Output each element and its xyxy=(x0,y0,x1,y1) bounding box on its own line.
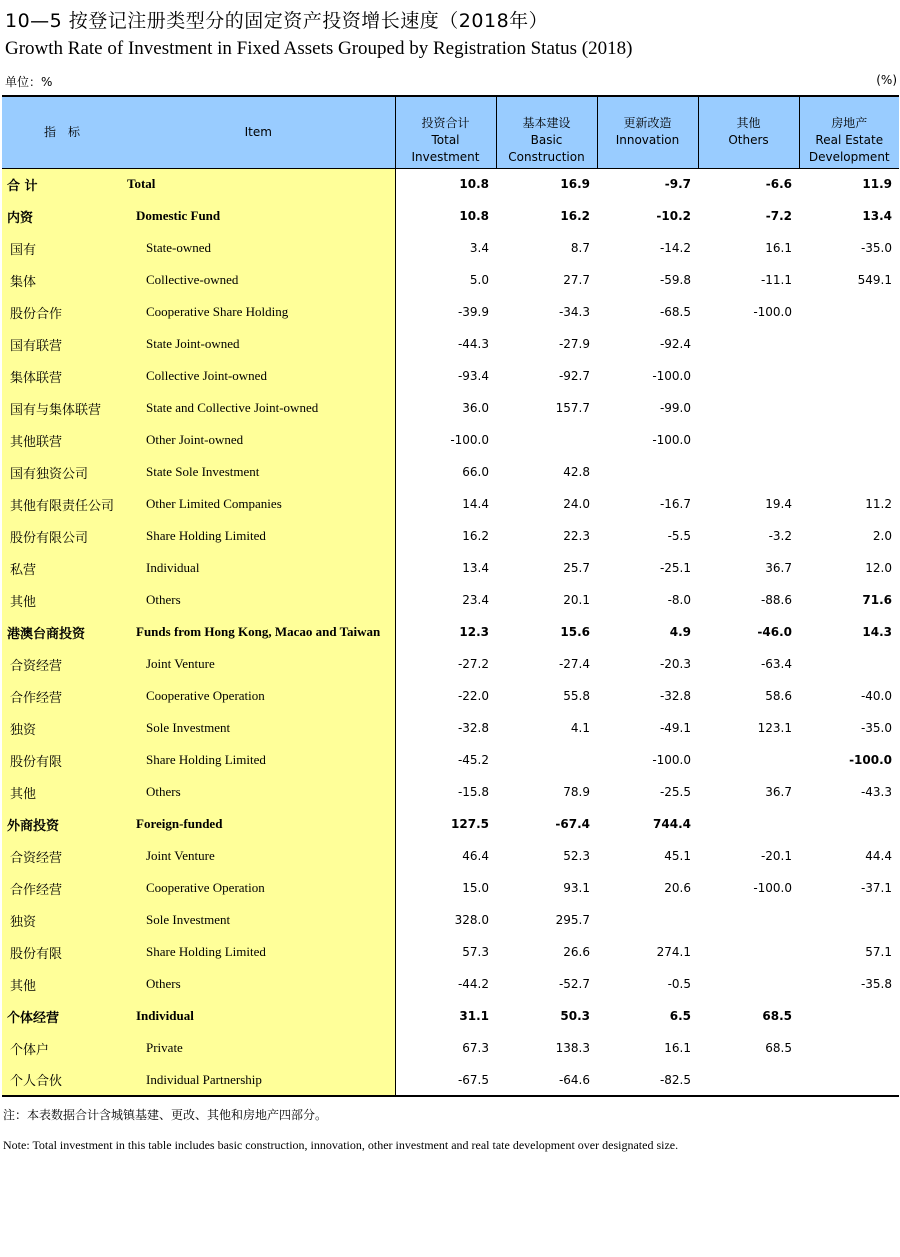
cell-total: -39.9 xyxy=(395,296,496,328)
cell-total: 15.0 xyxy=(395,872,496,904)
cell-re xyxy=(799,328,899,360)
cell-basic: 26.6 xyxy=(563,945,590,959)
cell-innov: -20.3 xyxy=(659,657,691,671)
row-label-cn: 合作经营 xyxy=(2,872,122,904)
cell-re xyxy=(799,360,899,392)
cell-other: -3.2 xyxy=(768,529,792,543)
table-row xyxy=(2,1000,899,1032)
cell-total: 12.3 xyxy=(395,616,496,648)
cell-basic: -92.7 xyxy=(558,369,590,383)
cell-re xyxy=(799,648,899,680)
cell-other: -100.0 xyxy=(753,305,792,319)
row-label-cn: 独资 xyxy=(2,712,122,744)
table-row xyxy=(2,424,899,456)
row-label-cn: 国有 xyxy=(2,232,122,264)
header-others-cn: 其他 xyxy=(736,115,761,130)
cell-basic: 55.8 xyxy=(563,689,590,703)
table-row xyxy=(2,680,899,712)
cell-basic: 138.3 xyxy=(555,1041,590,1055)
cell-re: 13.4 xyxy=(862,209,892,223)
cell-total: 46.4 xyxy=(395,840,496,872)
row-label-en: State Joint-owned xyxy=(122,328,395,360)
cell-basic: 27.7 xyxy=(563,273,590,287)
cell-other xyxy=(698,1064,799,1096)
row-label-cn: 股份有限 xyxy=(2,744,122,776)
row-label-cn: 其他联营 xyxy=(2,424,122,456)
cell-innov: -14.2 xyxy=(659,241,691,255)
cell-innov: -68.5 xyxy=(659,305,691,319)
table-row xyxy=(2,744,899,776)
cell-total: 13.4 xyxy=(395,552,496,584)
cell-basic: -27.9 xyxy=(558,337,590,351)
row-label-cn: 国有独资公司 xyxy=(2,456,122,488)
header-basic-construction xyxy=(496,96,597,168)
row-label-en: Private xyxy=(122,1032,395,1064)
cell-other: 16.1 xyxy=(765,241,792,255)
row-label-en: Sole Investment xyxy=(122,904,395,936)
cell-innov: -0.5 xyxy=(667,977,691,991)
cell-other xyxy=(698,424,799,456)
unit-label-right: (%) xyxy=(876,73,897,87)
cell-basic: -27.4 xyxy=(558,657,590,671)
row-label-en: Cooperative Operation xyxy=(122,872,395,904)
row-label-en: State-owned xyxy=(122,232,395,264)
cell-basic: -34.3 xyxy=(558,305,590,319)
cell-total: -93.4 xyxy=(395,360,496,392)
cell-basic: 50.3 xyxy=(560,1009,590,1023)
cell-total: -32.8 xyxy=(395,712,496,744)
row-label-cn: 集体 xyxy=(2,264,122,296)
table-row xyxy=(2,936,899,968)
cell-other xyxy=(698,360,799,392)
cell-re: -35.8 xyxy=(860,977,892,991)
cell-total: 3.4 xyxy=(395,232,496,264)
note-cn: 注：本表数据合计含城镇基建、更改、其他和房地产四部分。 xyxy=(3,1108,328,1122)
row-label-en: Others xyxy=(122,968,395,1000)
cell-innov: 4.9 xyxy=(669,625,691,639)
header-real-estate xyxy=(799,96,899,168)
cell-innov: -25.1 xyxy=(659,561,691,575)
cell-basic: 16.2 xyxy=(560,209,590,223)
row-label-cn: 其他 xyxy=(2,584,122,616)
header-item-en: Item xyxy=(122,96,395,168)
cell-re: -37.1 xyxy=(860,881,892,895)
note-en: Note: Total investment in this table includes basic construction, innovation, other investment and real tate development over designated size. xyxy=(3,1138,679,1152)
cell-innov: -99.0 xyxy=(659,401,691,415)
cell-other: -11.1 xyxy=(760,273,792,287)
row-label-cn: 内资 xyxy=(2,200,122,232)
row-label-cn: 合 计 xyxy=(2,168,122,200)
cell-other xyxy=(698,968,799,1000)
table-row xyxy=(2,232,899,264)
cell-innov: -25.5 xyxy=(659,785,691,799)
cell-basic: 22.3 xyxy=(563,529,590,543)
cell-other: -88.6 xyxy=(760,593,792,607)
row-label-en: Other Limited Companies xyxy=(122,488,395,520)
header-innov-en: Innovation xyxy=(615,132,680,147)
row-label-en: Joint Venture xyxy=(122,840,395,872)
cell-innov: -8.0 xyxy=(667,593,691,607)
cell-total: 5.0 xyxy=(395,264,496,296)
cell-total: -45.2 xyxy=(395,744,496,776)
unit-label-cn: 单位：% xyxy=(5,75,53,89)
header-basic-en2: Construction xyxy=(508,149,585,164)
cell-other: 36.7 xyxy=(765,785,792,799)
cell-innov: -92.4 xyxy=(659,337,691,351)
cell-other: 123.1 xyxy=(757,721,792,735)
cell-basic xyxy=(496,424,597,456)
cell-re xyxy=(799,1000,899,1032)
row-label-cn: 私营 xyxy=(2,552,122,584)
cell-innov: -9.7 xyxy=(597,168,698,200)
cell-other: -20.1 xyxy=(760,849,792,863)
cell-re: 14.3 xyxy=(862,625,892,639)
row-label-en: Foreign-funded xyxy=(122,808,395,840)
table-row xyxy=(2,840,899,872)
table-row xyxy=(2,456,899,488)
row-label-en: Cooperative Share Holding xyxy=(122,296,395,328)
cell-re xyxy=(799,904,899,936)
table-row xyxy=(2,296,899,328)
cell-total: -100.0 xyxy=(395,424,496,456)
cell-re: -35.0 xyxy=(860,241,892,255)
header-total-en1: Total xyxy=(431,132,460,147)
row-label-en: Individual Partnership xyxy=(122,1064,395,1096)
row-label-en: State and Collective Joint-owned xyxy=(122,392,395,424)
cell-total: 66.0 xyxy=(395,456,496,488)
row-label-en: Cooperative Operation xyxy=(122,680,395,712)
cell-other xyxy=(698,744,799,776)
investment-growth-table xyxy=(2,95,899,1097)
cell-other xyxy=(698,904,799,936)
cell-other xyxy=(698,808,799,840)
row-label-cn: 港澳台商投资 xyxy=(2,616,122,648)
cell-innov: 45.1 xyxy=(664,849,691,863)
cell-basic: 52.3 xyxy=(563,849,590,863)
cell-total: 328.0 xyxy=(395,904,496,936)
cell-basic: 42.8 xyxy=(563,465,590,479)
table-row xyxy=(2,360,899,392)
row-label-en: Share Holding Limited xyxy=(122,520,395,552)
cell-total: -67.5 xyxy=(395,1064,496,1096)
cell-other: -100.0 xyxy=(753,881,792,895)
cell-total: 23.4 xyxy=(395,584,496,616)
cell-innov: 6.5 xyxy=(669,1009,691,1023)
header-innov-cn: 更新改造 xyxy=(623,115,672,130)
cell-total: 16.2 xyxy=(395,520,496,552)
cell-other: -6.6 xyxy=(698,168,799,200)
cell-total: -44.3 xyxy=(395,328,496,360)
cell-basic: -67.4 xyxy=(555,817,590,831)
cell-innov: 16.1 xyxy=(664,1041,691,1055)
cell-total: 36.0 xyxy=(395,392,496,424)
table-row xyxy=(2,616,899,648)
cell-other xyxy=(698,392,799,424)
row-label-cn: 其他有限责任公司 xyxy=(2,488,122,520)
cell-re xyxy=(799,808,899,840)
row-label-en: Share Holding Limited xyxy=(122,744,395,776)
cell-other: 68.5 xyxy=(765,1041,792,1055)
cell-re: -43.3 xyxy=(860,785,892,799)
row-label-cn: 合作经营 xyxy=(2,680,122,712)
table-title-cn: 10—5 按登记注册类型分的固定资产投资增长速度（2018年） xyxy=(5,10,549,32)
header-total-cn: 投资合计 xyxy=(421,115,470,130)
cell-re xyxy=(799,1064,899,1096)
cell-basic: 295.7 xyxy=(555,913,590,927)
cell-total: 31.1 xyxy=(395,1000,496,1032)
cell-innov: -59.8 xyxy=(659,273,691,287)
cell-total: 10.8 xyxy=(395,168,496,200)
cell-innov: 744.4 xyxy=(653,817,691,831)
header-indicator-cn: 指 标 xyxy=(2,96,122,168)
row-label-en: Collective Joint-owned xyxy=(122,360,395,392)
cell-innov: -32.8 xyxy=(659,689,691,703)
cell-other xyxy=(698,328,799,360)
cell-total: -27.2 xyxy=(395,648,496,680)
row-label-cn: 股份合作 xyxy=(2,296,122,328)
row-label-cn: 国有联营 xyxy=(2,328,122,360)
header-others xyxy=(698,96,799,168)
table-row xyxy=(2,968,899,1000)
cell-re: 2.0 xyxy=(872,529,892,543)
table-row xyxy=(2,168,899,200)
row-label-en: Other Joint-owned xyxy=(122,424,395,456)
header-row xyxy=(2,96,899,168)
row-label-en: Funds from Hong Kong, Macao and Taiwan xyxy=(122,616,395,648)
cell-innov xyxy=(597,904,698,936)
header-basic-cn: 基本建设 xyxy=(522,115,571,130)
row-label-cn: 外商投资 xyxy=(2,808,122,840)
cell-re: 44.4 xyxy=(865,849,892,863)
cell-innov: -100.0 xyxy=(652,753,691,767)
table-row xyxy=(2,872,899,904)
row-label-cn: 独资 xyxy=(2,904,122,936)
row-label-cn: 股份有限 xyxy=(2,936,122,968)
row-label-en: Individual xyxy=(122,552,395,584)
row-label-cn: 集体联营 xyxy=(2,360,122,392)
cell-other: -7.2 xyxy=(765,209,792,223)
cell-other: 19.4 xyxy=(765,497,792,511)
header-basic-en1: Basic xyxy=(530,132,563,147)
cell-other: 68.5 xyxy=(762,1009,792,1023)
table-row xyxy=(2,808,899,840)
row-label-cn: 合资经营 xyxy=(2,648,122,680)
table-row xyxy=(2,520,899,552)
table-row xyxy=(2,392,899,424)
row-label-cn: 国有与集体联营 xyxy=(2,392,122,424)
row-label-en: Others xyxy=(122,776,395,808)
cell-other: 58.6 xyxy=(765,689,792,703)
header-total-investment xyxy=(395,96,496,168)
header-re-en1: Real Estate xyxy=(815,132,884,147)
row-label-en: Share Holding Limited xyxy=(122,936,395,968)
cell-re: 71.6 xyxy=(862,593,892,607)
cell-total: -15.8 xyxy=(395,776,496,808)
table-row xyxy=(2,904,899,936)
header-others-en: Others xyxy=(728,132,769,147)
table-row xyxy=(2,648,899,680)
table-row xyxy=(2,584,899,616)
row-label-cn: 个体经营 xyxy=(2,1000,122,1032)
cell-re: -35.0 xyxy=(860,721,892,735)
cell-re: 57.1 xyxy=(865,945,892,959)
row-label-en: Individual xyxy=(122,1000,395,1032)
table-row xyxy=(2,264,899,296)
cell-re xyxy=(799,456,899,488)
table-row xyxy=(2,488,899,520)
cell-innov: -16.7 xyxy=(659,497,691,511)
cell-basic: 24.0 xyxy=(563,497,590,511)
cell-other: -63.4 xyxy=(760,657,792,671)
cell-re: -100.0 xyxy=(849,753,892,767)
cell-other xyxy=(698,936,799,968)
cell-total: -22.0 xyxy=(395,680,496,712)
cell-re xyxy=(799,296,899,328)
cell-basic: -64.6 xyxy=(496,1064,597,1096)
cell-other xyxy=(698,456,799,488)
cell-innov: -49.1 xyxy=(659,721,691,735)
cell-basic: -52.7 xyxy=(558,977,590,991)
cell-total: 67.3 xyxy=(395,1032,496,1064)
cell-basic: 4.1 xyxy=(570,721,590,735)
row-label-cn: 股份有限公司 xyxy=(2,520,122,552)
table-row xyxy=(2,1064,899,1096)
row-label-cn: 其他 xyxy=(2,776,122,808)
row-label-en: Others xyxy=(122,584,395,616)
row-label-cn: 个人合伙 xyxy=(2,1064,122,1096)
cell-basic: 8.7 xyxy=(570,241,590,255)
table-row xyxy=(2,200,899,232)
cell-innov: -10.2 xyxy=(656,209,691,223)
cell-re: 11.9 xyxy=(799,168,899,200)
cell-re xyxy=(799,424,899,456)
cell-innov: -5.5 xyxy=(667,529,691,543)
cell-basic xyxy=(496,744,597,776)
cell-innov: -100.0 xyxy=(652,369,691,383)
row-label-en: Collective-owned xyxy=(122,264,395,296)
cell-re: 12.0 xyxy=(865,561,892,575)
row-label-en: Sole Investment xyxy=(122,712,395,744)
row-label-cn: 其他 xyxy=(2,968,122,1000)
cell-basic: 16.9 xyxy=(496,168,597,200)
cell-re xyxy=(799,392,899,424)
cell-total: 57.3 xyxy=(395,936,496,968)
cell-re: 11.2 xyxy=(865,497,892,511)
cell-total: 14.4 xyxy=(395,488,496,520)
row-label-en: Joint Venture xyxy=(122,648,395,680)
cell-total: 10.8 xyxy=(395,200,496,232)
table-row xyxy=(2,1032,899,1064)
table-row xyxy=(2,552,899,584)
cell-innov xyxy=(597,456,698,488)
cell-basic: 78.9 xyxy=(563,785,590,799)
cell-innov: -82.5 xyxy=(597,1064,698,1096)
header-innovation xyxy=(597,96,698,168)
cell-basic: 93.1 xyxy=(563,881,590,895)
cell-basic: 15.6 xyxy=(560,625,590,639)
cell-innov: 20.6 xyxy=(664,881,691,895)
table-row xyxy=(2,328,899,360)
cell-re xyxy=(799,1032,899,1064)
row-label-cn: 个体户 xyxy=(2,1032,122,1064)
row-label-cn: 合资经营 xyxy=(2,840,122,872)
row-label-en: Domestic Fund xyxy=(122,200,395,232)
header-re-en2: Development xyxy=(808,149,890,164)
cell-other: -46.0 xyxy=(757,625,792,639)
cell-total: -44.2 xyxy=(395,968,496,1000)
table-row xyxy=(2,776,899,808)
cell-re: 549.1 xyxy=(857,273,892,287)
cell-other: 36.7 xyxy=(765,561,792,575)
cell-basic: 20.1 xyxy=(563,593,590,607)
row-label-en: Total xyxy=(122,168,395,200)
cell-basic: 25.7 xyxy=(563,561,590,575)
header-re-cn: 房地产 xyxy=(831,115,868,130)
row-label-en: State Sole Investment xyxy=(122,456,395,488)
cell-innov: -100.0 xyxy=(652,433,691,447)
cell-basic: 157.7 xyxy=(555,401,590,415)
cell-innov: 274.1 xyxy=(656,945,691,959)
cell-re: -40.0 xyxy=(860,689,892,703)
header-total-en2: Investment xyxy=(411,149,480,164)
table-title-en: Growth Rate of Investment in Fixed Assets Grouped by Registration Status (2018) xyxy=(5,38,633,59)
cell-total: 127.5 xyxy=(395,808,496,840)
table-row xyxy=(2,712,899,744)
